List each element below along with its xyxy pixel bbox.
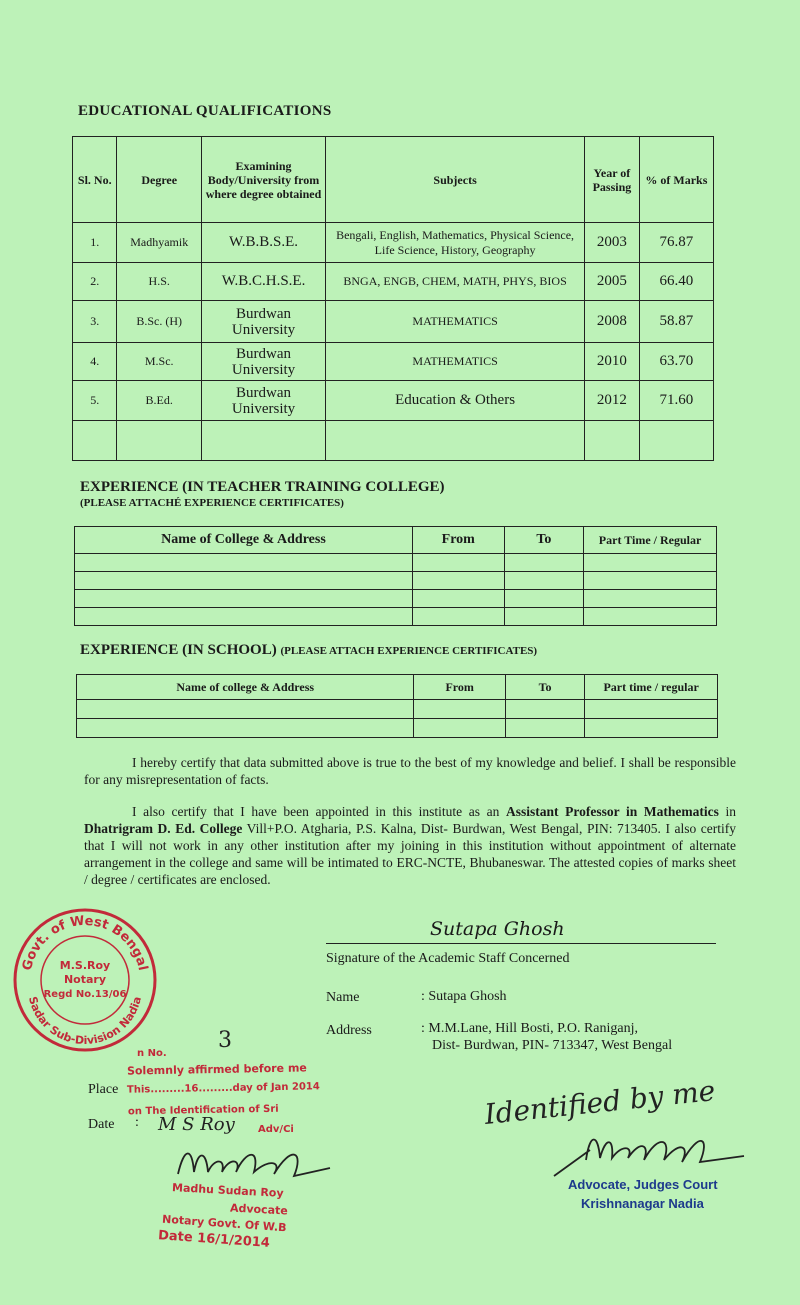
advocate-signature-icon — [550, 1120, 750, 1180]
table-row-empty — [77, 700, 718, 719]
table-row: 1. Madhyamik W.B.B.S.E. Bengali, English, Mathematics, Physical Science, Life Science, History, Geography 2003 76.87 — [73, 223, 714, 263]
address-line-1: : M.M.Lane, Hill Bosti, P.O. Raniganj, — [421, 1021, 638, 1036]
notary-govt: Notary Govt. Of W.B — [161, 1212, 287, 1235]
notary-signature-icon — [170, 1138, 335, 1188]
table-row: 4. M.Sc. Burdwan University MATHEMATICS 2010 63.70 — [73, 343, 714, 381]
col-body: Examining Body/University from where degree obtained — [201, 137, 325, 223]
declaration-paragraph-2: I also certify that I have been appointed in this institute as an Assistant Professor in Mathematics in Dhatrigram D. Ed. College Vill+P.O. Atgharia, P.S. Kalna, Dist- Burdwan, West Bengal, PIN: 713405. I also certify that I will not work in any other institution after my joining in this institution without appointment of alternate arrangement in the college and same will be intimated to ERC-NCTE, Bhubaneswar. The attested copies of marks sheet / degree / certificates are enclosed. — [84, 804, 736, 887]
col-year: Year of Passing — [585, 137, 640, 223]
table-row: 5. B.Ed. Burdwan University Education & Others 2012 71.60 — [73, 381, 714, 421]
address-label: Address — [326, 1023, 372, 1038]
table-row: 3. B.Sc. (H) Burdwan University MATHEMATICS 2008 58.87 — [73, 301, 714, 343]
staff-signature: Sutapa Ghosh — [430, 918, 565, 940]
education-table — [72, 136, 714, 461]
col-subjects: Subjects — [326, 137, 585, 223]
table-row-empty — [75, 554, 717, 572]
notary-name: Madhu Sudan Roy — [171, 1181, 284, 1200]
identified-by-me: Identified by me — [482, 1073, 717, 1132]
advocate-line-2: Krishnanagar Nadia — [581, 1196, 704, 1211]
table-row-empty — [75, 590, 717, 608]
stamp-identification: on The Identification of Sri — [127, 1103, 279, 1118]
seal-lower-text: Sadar Sub-Division Nadia — [25, 995, 145, 1048]
stamp-solemnly: Solemnly affirmed before me — [126, 1061, 307, 1078]
seal-line-3: Regd No.13/06 — [43, 989, 127, 1000]
table-row-empty — [73, 421, 714, 461]
col-slno: Sl. No. — [73, 137, 117, 223]
stamp-handwriting: M S Roy — [158, 1114, 235, 1135]
stamp-advo: Adv/Ci — [258, 1124, 294, 1135]
address-line-2: Dist- Burdwan, PIN- 713347, West Bengal — [432, 1038, 673, 1053]
col-marks: % of Marks — [639, 137, 713, 223]
seal-line-1: M.S.Roy — [59, 959, 111, 972]
advocate-line-1: Advocate, Judges Court — [568, 1177, 718, 1192]
date-label: Date — [88, 1117, 115, 1132]
education-heading: EDUCATIONAL QUALIFICATIONS — [78, 103, 332, 119]
school-experience-table: Name of college & Address From To Part time / regular — [76, 674, 718, 738]
college-experience-table: Name of College & Address From To Part Time / Regular — [74, 526, 717, 626]
seal-line-2: Notary — [63, 973, 107, 986]
notary-seal — [10, 905, 160, 1055]
table-row-empty — [77, 719, 718, 738]
name-label: Name — [326, 990, 360, 1005]
date-colon: : — [135, 1115, 139, 1130]
college-experience-subheading: (PLEASE ATTACHÉ EXPERIENCE CERTIFICATES) — [80, 497, 344, 509]
table-row: 2. H.S. W.B.C.H.S.E. BNGA, ENGB, CHEM, MATH, PHYS, BIOS 2005 66.40 — [73, 263, 714, 301]
place-label: Place — [88, 1082, 119, 1097]
name-value: : Sutapa Ghosh — [421, 989, 507, 1004]
stamp-this-day: This.........16.........day of Jan 2014 — [126, 1081, 320, 1096]
signature-caption: Signature of the Academic Staff Concerned — [326, 951, 570, 966]
seal-outer-text: Govt. of West Bengal — [19, 913, 151, 973]
college-experience-heading: EXPERIENCE (IN TEACHER TRAINING COLLEGE) — [80, 479, 445, 495]
stamp-n-no: n No. — [137, 1048, 167, 1059]
declaration-paragraph-1: I hereby certify that data submitted above is true to the best of my knowledge and belief. I shall be responsible for any misrepresentation of facts. — [84, 755, 736, 787]
notary-role: Advocate — [229, 1201, 289, 1218]
table-row-empty — [75, 572, 717, 590]
table-row-empty — [75, 608, 717, 626]
school-experience-heading: EXPERIENCE (IN SCHOOL) (PLEASE ATTACH EXPERIENCE CERTIFICATES) — [80, 642, 538, 658]
svg-text:Sadar Sub-Division Nadia — [26, 995, 144, 1047]
col-degree: Degree — [117, 137, 201, 223]
notary-date: Date 16/1/2014 — [157, 1228, 271, 1251]
signature-line — [326, 943, 716, 944]
handwritten-number: 3 — [218, 1028, 232, 1053]
